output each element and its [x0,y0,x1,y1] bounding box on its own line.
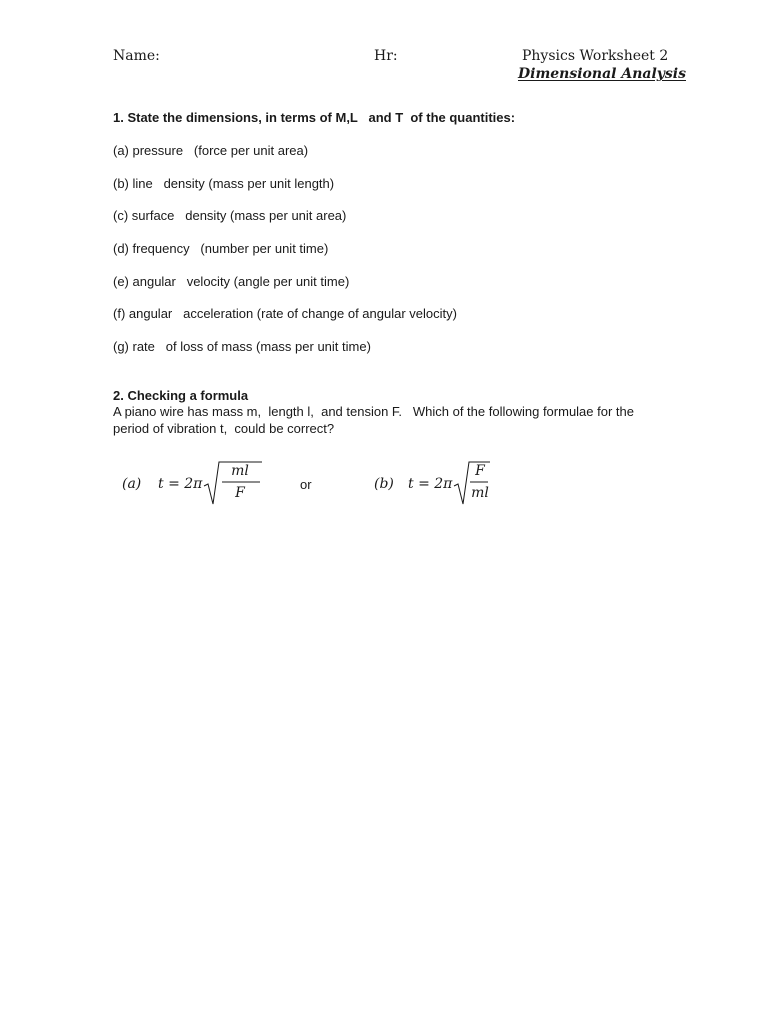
formula-b-denominator: ml [471,485,489,501]
hour-label: Hr: [374,48,398,64]
formula-b-numerator: F [475,463,485,479]
question-2-heading: 2. Checking a formula [113,388,249,403]
question-1-list [113,143,457,372]
formula-b [374,460,504,510]
worksheet-subtitle: Dimensional Analysis [518,66,686,82]
question-1-heading: 1. State the dimensions, in terms of M,L and T of the quantities: [113,110,516,125]
worksheet-title: Physics Worksheet 2 [522,48,669,64]
formula-a-denominator: F [235,485,245,501]
list-item: (f) angular acceleration (rate of change of angular velocity) [113,306,457,322]
formula-a-lhs: t = 2π [158,476,203,492]
name-label: Name: [113,48,160,64]
formula-b-label: (b) [374,476,394,492]
or-separator: or [300,477,312,492]
list-item: (b) line density (mass per unit length) [113,175,335,191]
list-item: (g) rate of loss of mass (mass per unit time) [113,339,371,355]
formula-a-numerator: ml [231,463,249,479]
list-item: (d) frequency (number per unit time) [113,241,329,257]
question-2-text: A piano wire has mass m, length l, and tension F. Which of the following formulae for the period of vibration t, could be correct? [113,404,638,436]
list-item: (a) pressure (force per unit area) [113,143,309,158]
formula-a-label: (a) [122,476,142,492]
list-item: (e) angular velocity (angle per unit time) [113,273,350,289]
list-item: (c) surface density (mass per unit area) [113,208,347,224]
formula-a [122,460,252,510]
formula-b-lhs: t = 2π [408,476,453,492]
